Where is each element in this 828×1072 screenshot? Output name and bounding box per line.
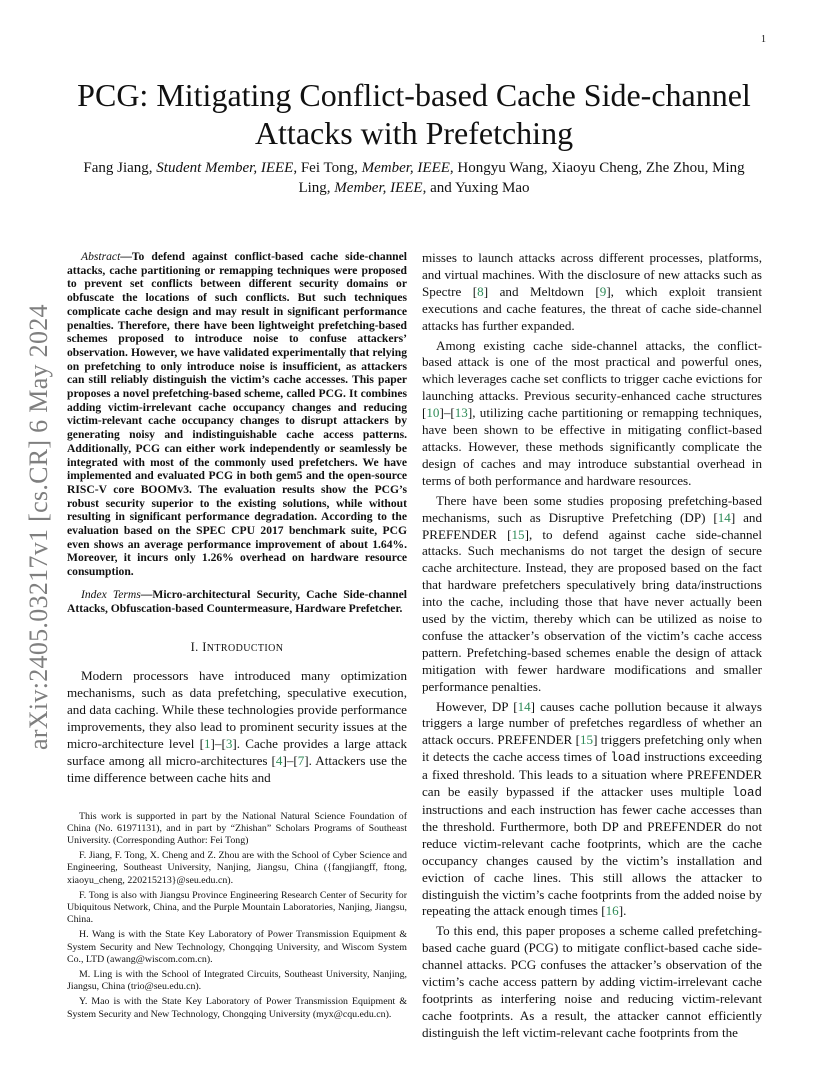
footnote-affiliation: H. Wang is with the State Key Laboratory of Power Transmission Equipment & System Security and New Technology, Chongqing University, and Wiscom System Co., LTD (awang@wiscom.com.cn). [67, 929, 407, 965]
left-column [67, 250, 407, 1024]
author-text: Fang Jiang, [83, 160, 157, 176]
citation-link[interactable]: 3 [225, 735, 233, 751]
text-run: instructions exceeding a fixed threshold. This leads to a situation where PREFENDER can be easily bypassed if the attacker uses multiple [422, 749, 762, 800]
footnote-affiliation: F. Tong is also with Jiangsu Province Engineering Research Center of Security for Ubiquitous Network, China, and the Purple Mountain Laboratories, Nanjing, Jiangsu, China. [67, 889, 407, 926]
index-terms-text: —Micro-architectural Security, Cache Side-channel Attacks, Obfuscation-based Countermeasure, Hardware Prefetcher. [67, 587, 407, 615]
text-run: ], to defend against cache side-channel attacks. Such mechanisms do not target the design of secure cache architecture. Instead, they are proposed based on the fact that hardware prefetchers speculatively bring data/instructions into the cache, including those that have never actually been used by the victim, thereby which can be utilized as noise to confuse the attacker’s observation of the victim’s cache access pattern. Prefetching-based schemes enable the design of attack mitigation with fewer hardware modifications and smaller performance penalties. [422, 526, 762, 694]
intro-paragraph-1 [67, 668, 407, 786]
author-line-1 [60, 158, 768, 178]
right-column [422, 250, 762, 1045]
footnote-funding: This work is supported in part by the National Natural Science Foundation of China (No. 61971131), and in part by “Zhishan” Scholars Programs of Southeast University. (Corresponding Author: Fei Tong) [67, 810, 407, 846]
author-text: , and Yuxing Mao [422, 180, 530, 196]
arxiv-identifier-stamp [18, 285, 58, 750]
citation-link[interactable]: 9 [599, 283, 607, 299]
author-text: , Hongyu Wang, Xiaoyu Cheng, Zhe Zhou, Ming [449, 160, 745, 176]
text-run: ]. [618, 903, 627, 919]
citation-link[interactable]: 15 [579, 732, 594, 748]
body-paragraph [422, 699, 762, 921]
footnote-affiliation: Y. Mao is with the State Key Laboratory of Power Transmission Equipment & System Security and New Technology, Chongqing University (myx@cqu.edu.cn). [67, 996, 407, 1020]
text-run: ] causes cache pollution because it always triggers a large number of prefetches regardless of whether an attack occurs. PREFENDER [ [422, 698, 762, 748]
author-role: Member, IEEE [361, 160, 450, 176]
index-terms-label: Index Terms [81, 587, 141, 601]
abstract-label: Abstract [81, 250, 121, 263]
author-text: , Fei Tong, [293, 160, 362, 176]
abstract [67, 250, 407, 579]
text-run: ]. Attackers use the time difference between cache hits and [67, 752, 407, 785]
text-run: ]–[ [210, 735, 226, 751]
paper-title [60, 76, 768, 152]
text-run: misses to launch attacks across different processes, platforms, and virtual machines. With the disclosure of new attacks such as Spectre [ [422, 250, 762, 299]
citation-link[interactable]: 16 [605, 903, 619, 919]
body-paragraph [422, 250, 762, 335]
index-terms [67, 588, 407, 615]
abstract-text: —To defend against conflict-based cache side-channel attacks, cache partitioning or remapping techniques were proposed to prevent set conflicts between different security domains or obfuscate the locations of such conflicts. But such techniques complicate cache design and may result in significant performance penalties. Therefore, there have been lightweight prefetching-based schemes proposed to introduce noise to confuse attackers’ observation. However, we have validated experimentally that relying on prefetching to only introduce noise is insufficient, as attackers can still reliably distinguish the victim’s cache accesses. This paper proposes a novel prefetching-based scheme, called PCG. It combines adding victim-irrelevant cache occupancy changes and reducing victim-relevant cache occupancy changes to disrupt attackers by generating noisy and indistinguishable cache access patterns. Additionally, PCG can either work independently or seamlessly be integrated with most of the commonly used prefetchers. We have implemented and evaluated PCG in both gem5 and the open-source RISC-V core BOOMv3. The evaluation results show the PCG’s robust security superior to the existing solutions, while without resulting in significant performance degradation. According to the evaluation based on the SPEC CPU 2017 benchmark suite, PCG even shows an average performance improvement of about 1.64%. Moreover, it incurs only 1.26% overhead on hardware resource consumption. [67, 250, 407, 579]
text-run: There have been some studies proposing prefetching-based mechanisms, such as Disruptive Prefetching (DP) [ [422, 492, 762, 525]
text-run: Among existing cache side-channel attacks, the conflict-based attack is one of the most practical and powerful ones, which leverages cache set conflicts to trigger cache evictions for launching attacks. Previous security-enhanced cache structures [ [422, 337, 762, 421]
text-run: ], utilizing cache partitioning or remapping techniques, have been shown to be effective in mitigating conflict-based attacks. However, these methods significantly complicate the design of caches and may introduce substantial overhead in terms of both performance and hardware resources. [422, 405, 762, 488]
section-title-initial: I [202, 640, 207, 655]
body-paragraph [422, 338, 762, 490]
text-run: ] and Meltdown [ [483, 283, 600, 299]
footnote-affiliation: M. Ling is with the School of Integrated Circuits, Southeast University, Nanjing, Jiangsu, China (trio@seu.edu.cn). [67, 968, 407, 993]
author-role: Member, IEEE [334, 180, 423, 196]
citation-link[interactable]: 1 [203, 735, 211, 751]
author-text: Ling, [298, 180, 335, 196]
author-list [60, 158, 768, 198]
title-line-1: PCG: Mitigating Conflict-based Cache Side-channel [77, 77, 751, 113]
text-run: instructions and each instruction has fewer cache accesses than the threshold. Furthermore, both DP and PREFENDER do not reduce victim-relevant cache footprints, which are the cache occupancy changes caused by the victim’s installation and eviction of cache lines. This still allows the attacker to distinguish the victim’s cache footprints from the added noise by repeating the attack enough times [ [422, 802, 762, 919]
page-number: 1 [761, 34, 766, 45]
citation-link[interactable]: 15 [511, 526, 525, 542]
citation-link[interactable]: 8 [477, 283, 484, 299]
text-run: ], which exploit transient executions and cache features, the threat of cache side-channel attacks has further expanded. [422, 283, 762, 333]
citation-link[interactable]: 10 [426, 405, 440, 421]
text-run: However, DP [ [436, 698, 518, 714]
citation-link[interactable]: 14 [517, 698, 531, 714]
footnote-affiliation: F. Jiang, F. Tong, X. Cheng and Z. Zhou are with the School of Cyber Science and Engineering, Southeast University, Nanjing, Jiangsu, China ({fangjiangff, ftong, xiaoyu_cheng, 220215213}@seu.edu.cn). [67, 850, 407, 886]
body-paragraph [422, 493, 762, 696]
code-token: load [731, 786, 762, 801]
text-run: ] triggers prefetching only when it detects the cache access times of [422, 732, 762, 765]
citation-link[interactable]: 7 [297, 752, 305, 768]
text-run: ] and PREFENDER [ [422, 509, 763, 542]
code-token: load [610, 751, 641, 766]
body-paragraph: To this end, this paper proposes a scheme called prefetching-based cache guard (PCG) to mitigate conflict-based cache side-channel attacks. PCG confuses the attacker’s observation of the victim’s cache access pattern by adding victim-irrelevant cache footprints as interfering noise and reducing victim-relevant cache footprints. As a result, the attacker cannot efficiently distinguish the left victim-relevant cache footprints from the [422, 923, 762, 1040]
citation-link[interactable]: 13 [454, 405, 468, 421]
text-run: Modern processors have introduced many optimization mechanisms, such as data prefetching, speculative execution, and data caching. While these technologies provide performance improvements, they also lead to prominent security issues at the micro-architecture level [ [67, 668, 407, 751]
author-line-2 [60, 178, 768, 198]
section-title-rest: NTRODUCTION [206, 643, 284, 655]
citation-link[interactable]: 14 [717, 509, 731, 525]
section-heading-introduction [67, 639, 407, 658]
title-line-2: Attacks with Prefetching [254, 115, 574, 151]
text-run: ]. Cache provides a large attack surface among all micro-architectures [ [67, 735, 408, 768]
section-number: I. [190, 640, 203, 655]
citation-link[interactable]: 4 [275, 752, 283, 768]
text-run: ]–[ [439, 405, 455, 421]
footnotes [67, 811, 407, 1021]
author-role: Student Member, IEEE [156, 160, 294, 176]
arxiv-stamp-text: arXiv:2405.03217v1 [cs.CR] 6 May 2024 [24, 304, 53, 750]
text-run: ]–[ [282, 752, 298, 768]
